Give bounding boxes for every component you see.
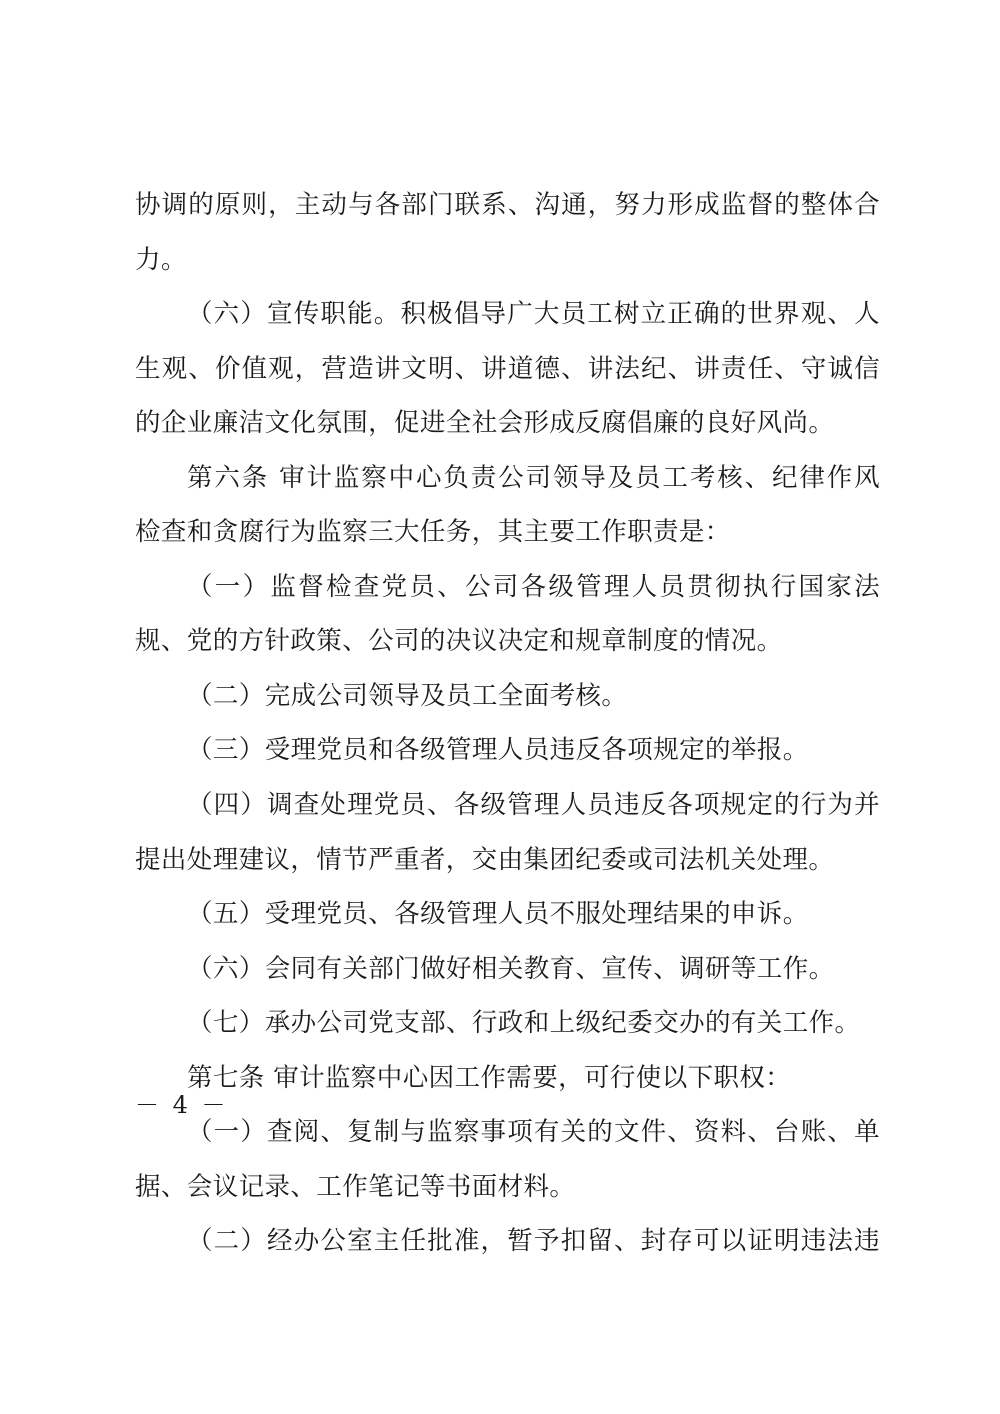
text-line: （五）受理党员、各级管理人员不服处理结果的申诉。: [187, 899, 809, 930]
text-line: 规、党的方针政策、公司的决议决定和规章制度的情况。: [135, 626, 783, 657]
text-line: （四）调查处理党员、各级管理人员违反各项规定的行为并: [187, 790, 880, 821]
text-line: 的企业廉洁文化氛围，促进全社会形成反腐倡廉的良好风尚。: [135, 408, 835, 439]
text-line: 第六条 审计监察中心负责公司领导及员工考核、纪律作风: [187, 462, 880, 493]
text-line: 协调的原则，主动与各部门联系、沟通，努力形成监督的整体合: [135, 190, 880, 220]
page-number: － 4 －: [135, 1091, 229, 1119]
text-line: （六）宣传职能。积极倡导广大员工树立正确的世界观、人: [187, 299, 880, 330]
text-line: （六）会同有关部门做好相关教育、宣传、调研等工作。: [187, 953, 835, 984]
document-body: [135, 178, 880, 1269]
text-line: （一）查阅、复制与监察事项有关的文件、资料、台账、单: [187, 1117, 880, 1148]
text-line: （二）经办公室主任批准，暂予扣留、封存可以证明违法违: [187, 1226, 880, 1257]
text-line: （二）完成公司领导及员工全面考核。: [187, 680, 628, 711]
text-line: 据、会议记录、工作笔记等书面材料。: [135, 1171, 576, 1202]
text-line: （一）监督检查党员、公司各级管理人员贯彻执行国家法: [187, 571, 880, 602]
text-line: （三）受理党员和各级管理人员违反各项规定的举报。: [187, 735, 809, 766]
text-line: 生观、价值观，营造讲文明、讲道德、讲法纪、讲责任、守诚信: [135, 353, 880, 384]
text-line: （七）承办公司党支部、行政和上级纪委交办的有关工作。: [187, 1008, 861, 1039]
text-line: 第七条 审计监察中心因工作需要，可行使以下职权：: [187, 1062, 792, 1093]
text-line: 提出处理建议，情节严重者，交由集团纪委或司法机关处理。: [135, 844, 835, 875]
text-line: 检查和贪腐行为监察三大任务，其主要工作职责是：: [135, 517, 731, 548]
text-line: 力。: [135, 244, 187, 275]
